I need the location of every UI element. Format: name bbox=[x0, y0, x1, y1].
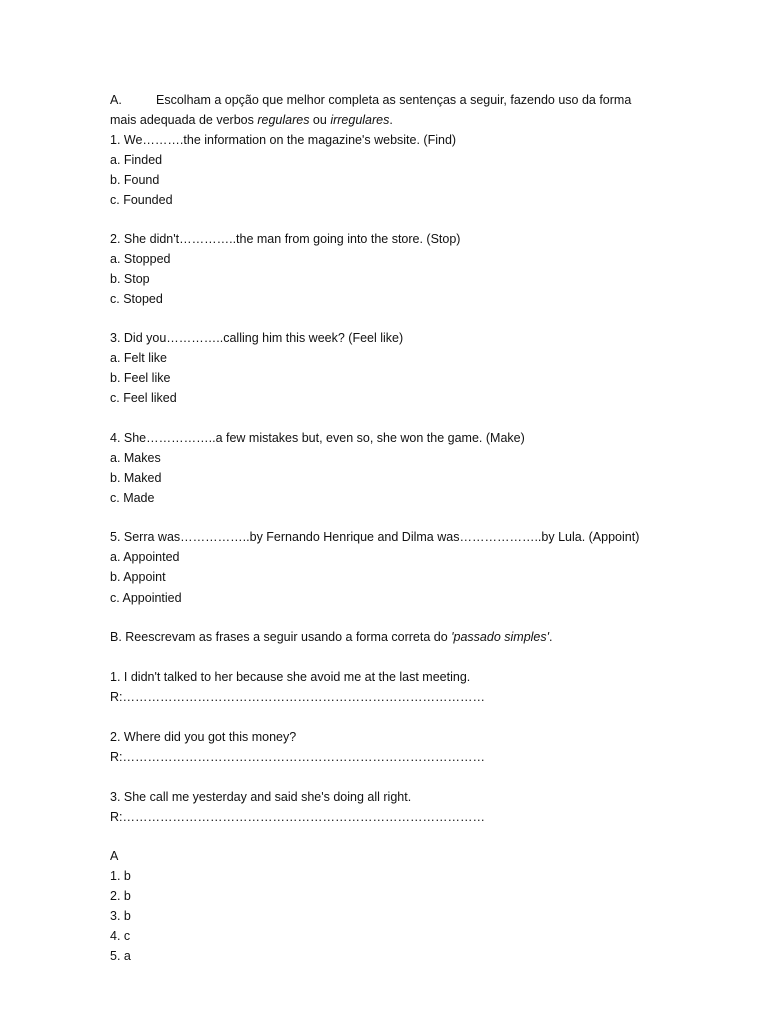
section-a-instruction-line1 bbox=[110, 90, 631, 110]
answer-line: R:…………………………………………………………………………… bbox=[110, 810, 485, 824]
question-option: c. Feel liked bbox=[110, 391, 177, 405]
question-option: c. Founded bbox=[110, 193, 173, 207]
answer-key-item: 3. b bbox=[110, 909, 131, 923]
section-a-instruction-line2 bbox=[110, 110, 393, 130]
question-stem: 5. Serra was……………..by Fernando Henrique and Dilma was………………..by Lula. (Appoint) bbox=[110, 530, 640, 544]
answer-key-item: 1. b bbox=[110, 869, 131, 883]
instruction-text: B. Reescrevam as frases a seguir usando a forma correta do bbox=[110, 630, 452, 644]
question-option: b. Found bbox=[110, 173, 160, 187]
rewrite-sentence: 2. Where did you got this money? bbox=[110, 730, 297, 744]
instruction-italic-passado-simples: 'passado simples' bbox=[451, 630, 550, 644]
question-stem: 2. She didn't…………..the man from going into the store. (Stop) bbox=[110, 232, 461, 246]
question-option: a. Makes bbox=[110, 451, 161, 465]
question-stem: 3. Did you…………..calling him this week? (Feel like) bbox=[110, 331, 404, 345]
instruction-text: mais adequada de verbos bbox=[110, 113, 258, 127]
question-option: b. Stop bbox=[110, 272, 150, 286]
section-a-instruction-text: Escolham a opção que melhor completa as sentenças a seguir, fazendo uso da forma bbox=[156, 93, 632, 107]
question-option: c. Appointied bbox=[110, 591, 182, 605]
question-option: b. Maked bbox=[110, 471, 162, 485]
question-stem: 1. We……….the information on the magazine's website. (Find) bbox=[110, 133, 457, 147]
instruction-text: . bbox=[549, 630, 553, 644]
answer-line: R:…………………………………………………………………………… bbox=[110, 690, 485, 704]
instruction-italic-irregulares: irregulares bbox=[330, 113, 390, 127]
question-option: b. Appoint bbox=[110, 570, 166, 584]
answer-key-item: 5. a bbox=[110, 949, 131, 963]
rewrite-sentence: 1. I didn't talked to her because she avoid me at the last meeting. bbox=[110, 670, 471, 684]
question-option: a. Stopped bbox=[110, 252, 171, 266]
instruction-text: ou bbox=[309, 113, 331, 127]
question-option: a. Finded bbox=[110, 153, 163, 167]
question-option: a. Felt like bbox=[110, 351, 167, 365]
section-b-instruction bbox=[110, 627, 553, 647]
question-option: c. Made bbox=[110, 491, 155, 505]
instruction-italic-regulares: regulares bbox=[257, 113, 310, 127]
rewrite-sentence: 3. She call me yesterday and said she's doing all right. bbox=[110, 790, 412, 804]
answer-key-heading: A bbox=[110, 849, 119, 863]
question-option: b. Feel like bbox=[110, 371, 171, 385]
answer-key-item: 4. c bbox=[110, 929, 131, 943]
question-option: c. Stoped bbox=[110, 292, 163, 306]
question-stem: 4. She……………..a few mistakes but, even so, she won the game. (Make) bbox=[110, 431, 525, 445]
question-option: a. Appointed bbox=[110, 550, 180, 564]
section-a-letter: A. bbox=[110, 93, 122, 107]
answer-line: R:…………………………………………………………………………… bbox=[110, 750, 485, 764]
instruction-text: . bbox=[389, 113, 393, 127]
answer-key-item: 2. b bbox=[110, 889, 131, 903]
